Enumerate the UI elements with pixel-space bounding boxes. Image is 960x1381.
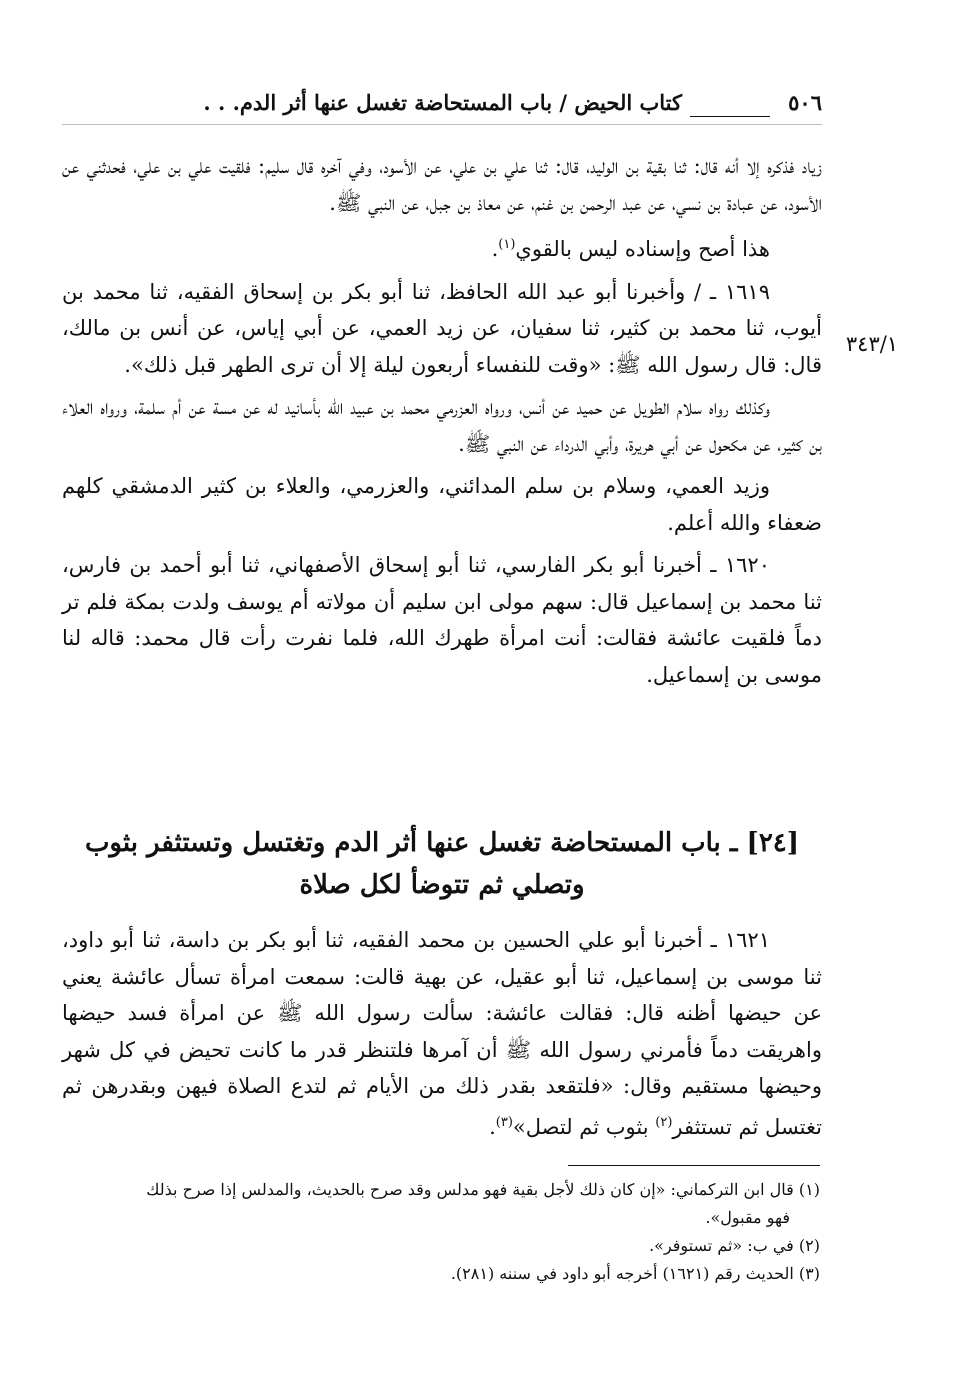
hadith-1621: ١٦٢١ ـ أخبرنا أبو علي الحسين بن محمد الفقيه، ثنا أبو بكر بن داسة، ثنا أبو داود، ثنا موسى بن إسماعيل، ثنا أبو عقيل، عن بهية قالت: سمعت امرأة تسأل عائشة يعني عن حيضها أظنه قال: فقالت عائشة: سألت رسول الله ﷺ عن امرأة فسد حيضها واهريقت دماً فأمرني رسول الله ﷺ أن آمرها فلتنظر قدر ما كانت تحيض في كل شهر وحيضها مستقيم وقال: «فلتقعد بقدر ذلك من الأيام ثم لتدع الصلاة فيهن وبقدرهن ثم تغتسل ثم تستثفر$^{(٢)}$ بثوب ثم لتصل»$^{(٣)}$. bbox=[62, 928, 822, 1139]
footnote-1-continued: فهو مقبول». bbox=[705, 1208, 790, 1227]
chapter-heading: [٢٤] ـ باب المستحاضة تغسل عنها أثر الدم وتغتسل وتستثفر بثوب وتصلي ثم تتوضأ لكل صلاة bbox=[84, 828, 800, 900]
paragraph-weak-narrators: وزيد العمي، وسلام بن سلم المدائني، والعزرمي، والعلاء بن كثير الدمشقي كلهم ضعفاء والله أعلم. bbox=[62, 474, 822, 535]
footnote-marker-3: (٣) bbox=[495, 1114, 513, 1130]
hadith-1621-text: ١٦٢١ ـ أخبرنا أبو علي الحسين بن محمد الفقيه، ثنا أبو بكر بن داسة، ثنا أبو داود، ثنا موسى بن إسماعيل، ثنا أبو عقيل، عن بهية قالت: سمعت امرأة تسأل عائشة يعني عن حيضها أظنه قال: فقالت عائشة: سألت رسول الله ﷺ عن امرأة فسد حيضها واهريقت دماً فأمرني رسول الله ﷺ أن آمرها فلتنظر قدر ما كانت تحيض في كل شهر وحيضها مستقيم وقال: «فلتقعد بقدر ذلك من الأيام ثم لتدع الصلاة فيهن وبقدرهن ثم تغتسل ثم تستثفر bbox=[62, 928, 822, 1139]
hadith-1619: ١٦١٩ ـ / وأخبرنا أبو عبد الله الحافظ، ثنا أبو بكر بن إسحاق الفقيه، ثنا محمد بن أيوب، ثنا محمد بن كثير، ثنا سفيان، عن زيد العمي، عن أبي إياس، عن أنس بن مالك، قال: قال رسول الله ﷺ: «وقت للنفساء أربعون ليلة إلا أن ترى الطهر قبل ذلك». bbox=[62, 279, 822, 377]
grading-text: هذا أصح وإسناده ليس بالقوي bbox=[515, 237, 770, 261]
header-dash-rule bbox=[690, 116, 770, 117]
running-title: كتاب الحيض / باب المستحاضة تغسل عنها أثر الدم. . . bbox=[203, 90, 682, 115]
footnote-3: (٣) الحديث رقم (١٦٢١) أخرجه أبو داود في سننه (٢٨١). bbox=[450, 1264, 820, 1283]
margin-reference: ٣٤٣/١ bbox=[845, 332, 899, 356]
footnotes bbox=[56, 1176, 820, 1288]
hadith-1621-end: بثوب ثم لتصل» bbox=[512, 1114, 649, 1139]
hadith-1620: ١٦٢٠ ـ أخبرنا أبو بكر الفارسي، ثنا أبو إسحاق الأصفهاني، ثنا أبو أحمد بن فارس، ثنا محمد بن إسماعيل قال: سهم مولى ابن سليم أن مولاته أم يوسف ولدت بمكة فلم تر دماً فلقيت عائشة فقالت: أنت امرأة طهرك الله، فلما نفرت رأت قال محمد: قاله لنا موسى بن إسماعيل. bbox=[62, 553, 822, 687]
header-underline bbox=[62, 124, 822, 125]
main-text-continued bbox=[62, 922, 822, 1145]
footnote-separator bbox=[568, 1165, 820, 1166]
running-header bbox=[62, 88, 822, 124]
footnote-marker-2: (٢) bbox=[655, 1114, 673, 1130]
footnote-1: (١) قال ابن التركماني: «إن كان ذلك لأجل بقية فهو مدلس وقد صرح بالحديث، والمدلس إذا صرح بذلك bbox=[146, 1180, 820, 1199]
paragraph-grading: هذا أصح وإسناده ليس بالقوي$^{(١)}$. bbox=[491, 237, 770, 261]
footnote-2: (٢) في ب: «ثم تستوفر». bbox=[649, 1236, 820, 1255]
footnote-marker-1: (١) bbox=[498, 237, 516, 252]
paragraph-continuation: زياد فذكره إلا أنه قال: ثنا بقية بن الوليد، قال: ثنا علي بن علي، عن الأسود، وفي آخره قال سليم: فلقيت علي بن علي، فحدثني عن الأسود، عن عبادة بن نسي، عن عبد الرحمن بن غنم، عن معاذ بن جبل، عن النبي ﷺ. bbox=[62, 154, 822, 215]
paragraph-narrations: وكذلك رواه سلام الطويل عن حميد عن أنس، ورواه العزرمي محمد بن عبيد الله بأسانيد له عن مسة عن أم سلمة، ورواه العلاء بن كثير، عن مكحول عن أبي هريرة، وأبي الدرداء عن النبي ﷺ. bbox=[62, 395, 822, 456]
main-text bbox=[62, 148, 822, 699]
page-number: ٥٠٦ bbox=[788, 90, 822, 115]
